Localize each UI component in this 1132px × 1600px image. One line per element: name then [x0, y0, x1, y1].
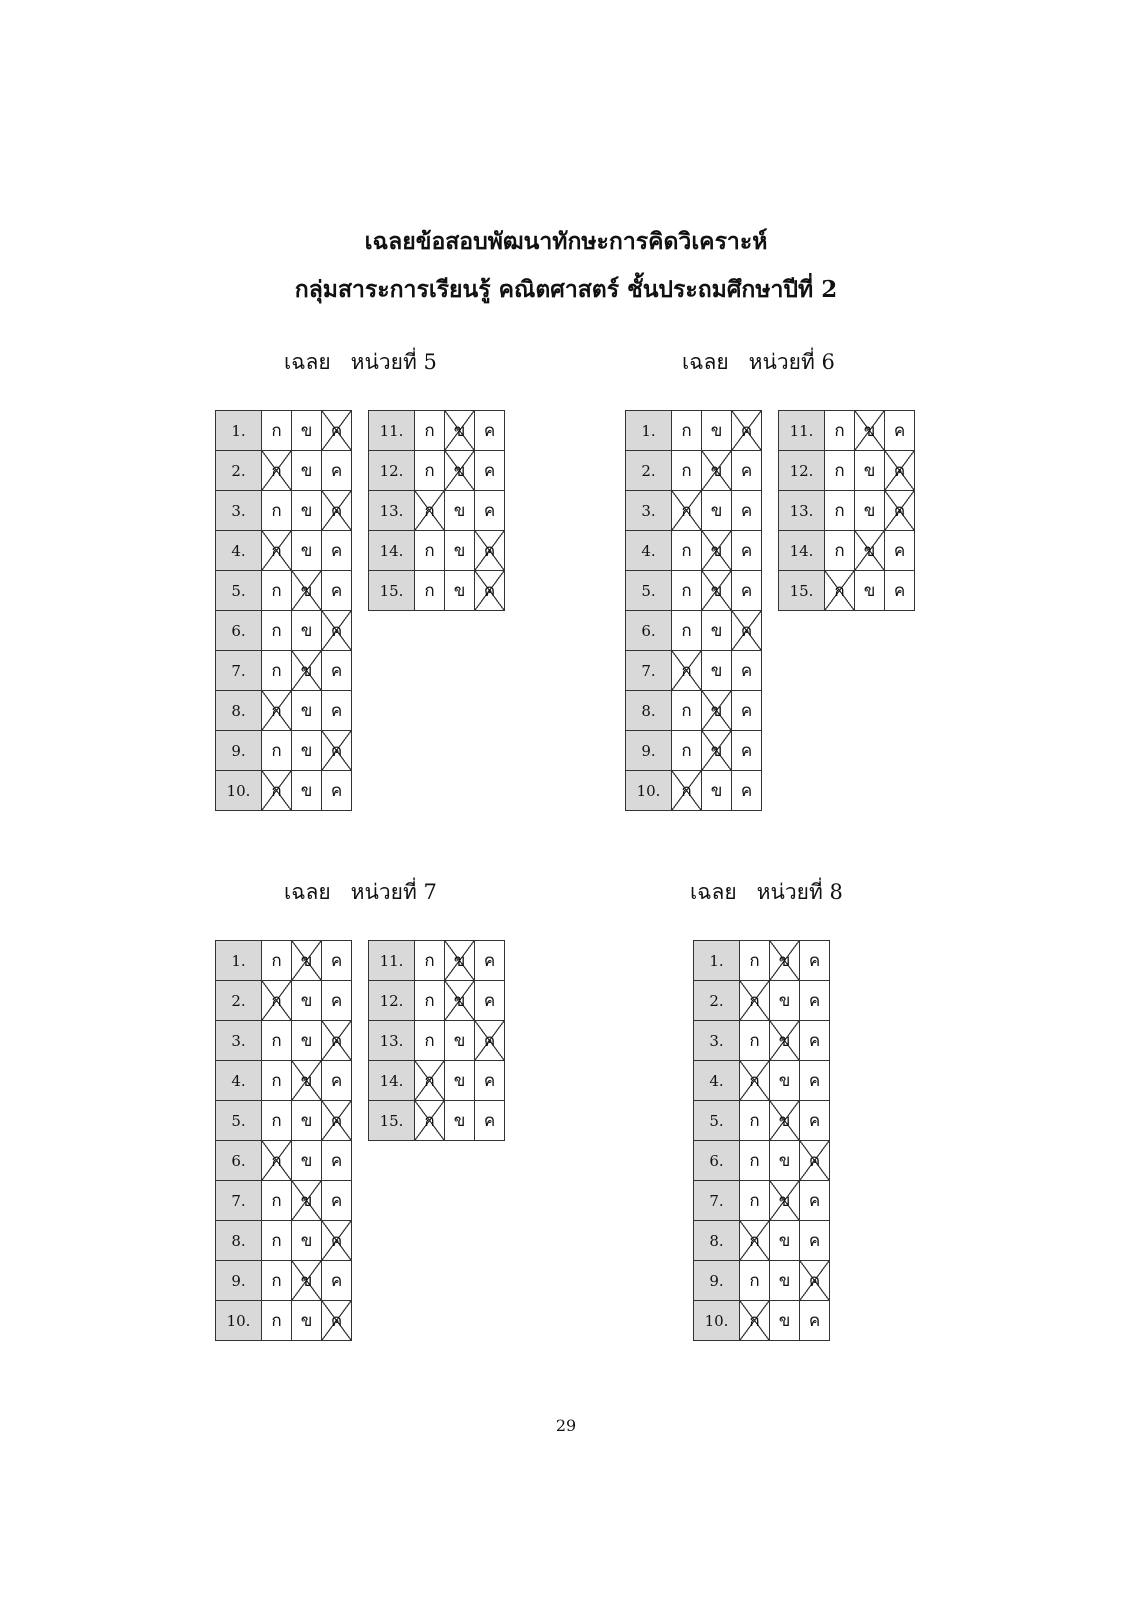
answer-row: [216, 1181, 352, 1221]
question-number: 1.: [216, 941, 262, 981]
choice-cell-correct: ก: [740, 1221, 770, 1261]
unit-5-heading: [284, 346, 437, 379]
answer-key-label: เฉลย: [690, 880, 737, 904]
choice-cell: ก: [415, 571, 445, 611]
choice-cell: ข: [445, 531, 475, 571]
unit-5-answers-11-15: [368, 410, 505, 611]
answer-row: [216, 731, 352, 771]
question-number: 15.: [369, 571, 415, 611]
choice-cell: ก: [672, 531, 702, 571]
choice-cell: ก: [262, 651, 292, 691]
choice-cell: ค: [732, 691, 762, 731]
answer-row: [216, 1061, 352, 1101]
choice-cell: ค: [322, 941, 352, 981]
question-number: 7.: [626, 651, 672, 691]
choice-cell-correct: ข: [770, 1101, 800, 1141]
choice-cell: ค: [475, 981, 505, 1021]
answer-row: [694, 1301, 830, 1341]
choice-cell-correct: ค: [322, 1221, 352, 1261]
choice-cell-correct: ข: [292, 1181, 322, 1221]
answer-row: [694, 941, 830, 981]
answer-key-label: เฉลย: [284, 880, 331, 904]
answer-row: [626, 411, 762, 451]
choice-cell-correct: ก: [672, 491, 702, 531]
question-number: 3.: [626, 491, 672, 531]
choice-cell: ก: [740, 1261, 770, 1301]
choice-cell: ค: [732, 531, 762, 571]
choice-cell: ค: [322, 981, 352, 1021]
choice-cell: ก: [415, 451, 445, 491]
answer-row: [216, 1221, 352, 1261]
choice-cell: ข: [292, 1021, 322, 1061]
choice-cell: ก: [262, 571, 292, 611]
choice-cell: ข: [292, 491, 322, 531]
choice-cell-correct: ค: [885, 451, 915, 491]
question-number: 1.: [694, 941, 740, 981]
choice-cell: ข: [292, 771, 322, 811]
question-number: 2.: [694, 981, 740, 1021]
choice-cell: ก: [415, 411, 445, 451]
answer-row: [626, 531, 762, 571]
answer-row: [369, 491, 505, 531]
choice-cell: ข: [292, 531, 322, 571]
answer-row: [779, 571, 915, 611]
choice-cell-correct: ข: [445, 981, 475, 1021]
choice-cell: ก: [262, 1101, 292, 1141]
choice-cell-correct: ก: [740, 1061, 770, 1101]
choice-cell: ข: [770, 1061, 800, 1101]
choice-cell: ค: [885, 411, 915, 451]
choice-cell: ค: [885, 571, 915, 611]
question-number: 3.: [216, 491, 262, 531]
question-number: 12.: [779, 451, 825, 491]
choice-cell-correct: ข: [292, 1061, 322, 1101]
choice-cell: ก: [262, 1061, 292, 1101]
choice-cell-correct: ข: [292, 651, 322, 691]
choice-cell-correct: ข: [702, 731, 732, 771]
choice-cell-correct: ค: [322, 1021, 352, 1061]
choice-cell: ก: [262, 941, 292, 981]
choice-cell: ก: [672, 731, 702, 771]
choice-cell-correct: ก: [262, 1141, 292, 1181]
choice-cell-correct: ข: [445, 451, 475, 491]
choice-cell-correct: ก: [262, 981, 292, 1021]
answer-row: [216, 691, 352, 731]
unit-6-answers-1-10: [625, 410, 762, 811]
choice-cell: ก: [262, 1221, 292, 1261]
answer-row: [216, 491, 352, 531]
question-number: 7.: [694, 1181, 740, 1221]
choice-cell-correct: ค: [322, 611, 352, 651]
choice-cell: ค: [800, 1101, 830, 1141]
answer-row: [779, 491, 915, 531]
question-number: 2.: [216, 451, 262, 491]
answer-row: [369, 981, 505, 1021]
question-number: 10.: [694, 1301, 740, 1341]
answer-row: [626, 491, 762, 531]
choice-cell: ข: [770, 1261, 800, 1301]
question-number: 2.: [626, 451, 672, 491]
choice-cell: ก: [740, 1141, 770, 1181]
answer-row: [694, 1221, 830, 1261]
answer-row: [216, 1301, 352, 1341]
unit-label: หน่วยที่ 7: [350, 880, 437, 904]
unit-7-answers-11-15: [368, 940, 505, 1141]
choice-cell: ข: [445, 1021, 475, 1061]
answer-key-label: เฉลย: [682, 350, 729, 374]
choice-cell: ข: [702, 491, 732, 531]
choice-cell: ข: [855, 451, 885, 491]
choice-cell-correct: ก: [672, 651, 702, 691]
answer-row: [216, 1021, 352, 1061]
unit-6-answers-11-15: [778, 410, 915, 611]
choice-cell-correct: ข: [445, 941, 475, 981]
choice-cell: ค: [322, 531, 352, 571]
question-number: 13.: [369, 491, 415, 531]
page-number: 29: [555, 1416, 577, 1435]
question-number: 12.: [369, 981, 415, 1021]
choice-cell: ก: [415, 531, 445, 571]
choice-cell: ก: [825, 411, 855, 451]
choice-cell-correct: ก: [415, 491, 445, 531]
question-number: 2.: [216, 981, 262, 1021]
choice-cell: ข: [292, 731, 322, 771]
choice-cell: ค: [322, 451, 352, 491]
answer-row: [216, 981, 352, 1021]
choice-cell: ก: [825, 451, 855, 491]
answer-row: [626, 651, 762, 691]
choice-cell-correct: ก: [740, 981, 770, 1021]
choice-cell: ข: [702, 651, 732, 691]
choice-cell: ก: [740, 1101, 770, 1141]
choice-cell-correct: ข: [292, 1261, 322, 1301]
answer-row: [626, 691, 762, 731]
choice-cell: ข: [445, 1101, 475, 1141]
choice-cell: ค: [800, 1021, 830, 1061]
choice-cell: ข: [770, 1221, 800, 1261]
answer-row: [694, 1261, 830, 1301]
question-number: 13.: [369, 1021, 415, 1061]
choice-cell-correct: ก: [262, 531, 292, 571]
choice-cell: ก: [672, 691, 702, 731]
choice-cell-correct: ก: [672, 771, 702, 811]
choice-cell: ข: [702, 771, 732, 811]
choice-cell: ก: [262, 1261, 292, 1301]
choice-cell-correct: ข: [770, 941, 800, 981]
choice-cell-correct: ก: [262, 691, 292, 731]
choice-cell: ค: [885, 531, 915, 571]
choice-cell-correct: ข: [445, 411, 475, 451]
choice-cell: ข: [292, 451, 322, 491]
answer-row: [626, 771, 762, 811]
choice-cell-correct: ข: [702, 451, 732, 491]
question-number: 15.: [369, 1101, 415, 1141]
answer-row: [626, 731, 762, 771]
question-number: 5.: [216, 1101, 262, 1141]
choice-cell: ค: [475, 1101, 505, 1141]
choice-cell-correct: ข: [702, 691, 732, 731]
question-number: 8.: [694, 1221, 740, 1261]
choice-cell-correct: ข: [292, 571, 322, 611]
unit-7-answers-1-10: [215, 940, 352, 1341]
choice-cell: ค: [732, 731, 762, 771]
question-number: 4.: [694, 1061, 740, 1101]
answer-row: [779, 411, 915, 451]
unit-7-heading: [284, 876, 437, 909]
question-number: 15.: [779, 571, 825, 611]
question-number: 9.: [216, 731, 262, 771]
choice-cell: ค: [475, 451, 505, 491]
question-number: 10.: [216, 1301, 262, 1341]
choice-cell: ก: [415, 981, 445, 1021]
question-number: 8.: [216, 691, 262, 731]
answer-row: [369, 451, 505, 491]
answer-row: [369, 571, 505, 611]
choice-cell-correct: ข: [770, 1021, 800, 1061]
choice-cell-correct: ค: [475, 571, 505, 611]
question-number: 1.: [626, 411, 672, 451]
choice-cell: ก: [262, 491, 292, 531]
question-number: 5.: [216, 571, 262, 611]
question-number: 7.: [216, 1181, 262, 1221]
choice-cell: ค: [322, 691, 352, 731]
choice-cell: ข: [292, 611, 322, 651]
choice-cell: ก: [415, 1021, 445, 1061]
question-number: 14.: [779, 531, 825, 571]
question-number: 14.: [369, 531, 415, 571]
choice-cell: ก: [262, 1301, 292, 1341]
choice-cell-correct: ค: [322, 411, 352, 451]
choice-cell: ข: [445, 1061, 475, 1101]
choice-cell-correct: ค: [322, 1101, 352, 1141]
choice-cell: ค: [322, 1181, 352, 1221]
choice-cell: ข: [770, 981, 800, 1021]
question-number: 3.: [694, 1021, 740, 1061]
choice-cell: ก: [262, 1021, 292, 1061]
choice-cell: ข: [292, 411, 322, 451]
answer-row: [779, 451, 915, 491]
question-number: 10.: [216, 771, 262, 811]
answer-row: [216, 651, 352, 691]
choice-cell: ค: [732, 571, 762, 611]
choice-cell-correct: ก: [415, 1101, 445, 1141]
question-number: 9.: [694, 1261, 740, 1301]
choice-cell: ข: [702, 411, 732, 451]
answer-key-label: เฉลย: [284, 350, 331, 374]
answer-row: [626, 571, 762, 611]
answer-row: [216, 411, 352, 451]
question-number: 1.: [216, 411, 262, 451]
answer-row: [369, 531, 505, 571]
unit-5-answers-1-10: [215, 410, 352, 811]
choice-cell: ข: [292, 1301, 322, 1341]
choice-cell: ข: [855, 491, 885, 531]
choice-cell-correct: ก: [262, 771, 292, 811]
choice-cell-correct: ค: [475, 531, 505, 571]
question-number: 4.: [216, 1061, 262, 1101]
choice-cell: ค: [800, 1061, 830, 1101]
choice-cell: ค: [475, 941, 505, 981]
choice-cell: ก: [740, 1021, 770, 1061]
choice-cell: ค: [322, 571, 352, 611]
choice-cell: ข: [292, 1101, 322, 1141]
answer-row: [216, 1141, 352, 1181]
choice-cell: ค: [322, 1141, 352, 1181]
choice-cell: ข: [445, 491, 475, 531]
answer-row: [694, 1061, 830, 1101]
choice-cell: ค: [800, 941, 830, 981]
question-number: 4.: [626, 531, 672, 571]
choice-cell: ก: [740, 941, 770, 981]
answer-row: [369, 941, 505, 981]
answer-row: [216, 1261, 352, 1301]
choice-cell: ก: [825, 531, 855, 571]
question-number: 10.: [626, 771, 672, 811]
question-number: 6.: [694, 1141, 740, 1181]
choice-cell: ข: [702, 611, 732, 651]
question-number: 13.: [779, 491, 825, 531]
choice-cell: ค: [322, 1061, 352, 1101]
choice-cell: ข: [770, 1301, 800, 1341]
choice-cell: ค: [800, 1221, 830, 1261]
choice-cell-correct: ค: [800, 1261, 830, 1301]
choice-cell: ก: [262, 411, 292, 451]
answer-row: [369, 411, 505, 451]
question-number: 7.: [216, 651, 262, 691]
choice-cell: ค: [732, 771, 762, 811]
document-title: เฉลยข้อสอบพัฒนาทักษะการคิดวิเคราะห์: [364, 228, 768, 255]
answer-row: [694, 981, 830, 1021]
choice-cell-correct: ก: [262, 451, 292, 491]
choice-cell: ค: [800, 1181, 830, 1221]
unit-8-answers-1-10: [693, 940, 830, 1341]
answer-row: [626, 451, 762, 491]
choice-cell: ค: [475, 1061, 505, 1101]
answer-row: [216, 771, 352, 811]
choice-cell: ค: [800, 1301, 830, 1341]
question-number: 3.: [216, 1021, 262, 1061]
choice-cell: ก: [672, 411, 702, 451]
question-number: 4.: [216, 531, 262, 571]
choice-cell-correct: ข: [770, 1181, 800, 1221]
answer-row: [369, 1061, 505, 1101]
answer-row: [216, 611, 352, 651]
choice-cell: ก: [262, 1181, 292, 1221]
choice-cell-correct: ค: [322, 1301, 352, 1341]
question-number: 6.: [216, 1141, 262, 1181]
choice-cell-correct: ข: [702, 531, 732, 571]
question-number: 6.: [626, 611, 672, 651]
question-number: 9.: [626, 731, 672, 771]
choice-cell: ก: [672, 611, 702, 651]
choice-cell: ค: [800, 981, 830, 1021]
choice-cell: ก: [262, 611, 292, 651]
choice-cell: ค: [475, 411, 505, 451]
question-number: 11.: [779, 411, 825, 451]
choice-cell: ก: [740, 1181, 770, 1221]
answer-row: [694, 1101, 830, 1141]
unit-label: หน่วยที่ 8: [756, 880, 843, 904]
choice-cell-correct: ก: [740, 1301, 770, 1341]
unit-label: หน่วยที่ 6: [748, 350, 835, 374]
answer-row: [779, 531, 915, 571]
answer-row: [216, 531, 352, 571]
question-number: 6.: [216, 611, 262, 651]
unit-label: หน่วยที่ 5: [350, 350, 437, 374]
choice-cell-correct: ข: [702, 571, 732, 611]
choice-cell: ข: [770, 1141, 800, 1181]
choice-cell: ก: [262, 731, 292, 771]
answer-row: [626, 611, 762, 651]
choice-cell: ค: [732, 491, 762, 531]
choice-cell: ข: [855, 571, 885, 611]
choice-cell-correct: ค: [322, 731, 352, 771]
answer-row: [694, 1181, 830, 1221]
choice-cell: ข: [445, 571, 475, 611]
question-number: 14.: [369, 1061, 415, 1101]
choice-cell: ค: [322, 1261, 352, 1301]
question-number: 11.: [369, 941, 415, 981]
answer-row: [694, 1141, 830, 1181]
question-number: 5.: [694, 1101, 740, 1141]
choice-cell-correct: ข: [855, 411, 885, 451]
choice-cell-correct: ค: [732, 411, 762, 451]
question-number: 8.: [216, 1221, 262, 1261]
choice-cell-correct: ค: [475, 1021, 505, 1061]
choice-cell-correct: ค: [732, 611, 762, 651]
unit-8-heading: [690, 876, 843, 909]
answer-row: [369, 1021, 505, 1061]
choice-cell: ค: [732, 651, 762, 691]
choice-cell-correct: ก: [825, 571, 855, 611]
choice-cell: ค: [732, 451, 762, 491]
choice-cell-correct: ค: [885, 491, 915, 531]
answer-row: [216, 1101, 352, 1141]
answer-row: [694, 1021, 830, 1061]
question-number: 12.: [369, 451, 415, 491]
question-number: 8.: [626, 691, 672, 731]
choice-cell: ก: [672, 571, 702, 611]
choice-cell: ข: [292, 1221, 322, 1261]
answer-row: [369, 1101, 505, 1141]
unit-6-heading: [682, 346, 835, 379]
choice-cell-correct: ค: [800, 1141, 830, 1181]
choice-cell: ก: [415, 941, 445, 981]
question-number: 11.: [369, 411, 415, 451]
choice-cell: ค: [322, 771, 352, 811]
choice-cell: ค: [475, 491, 505, 531]
answer-row: [216, 451, 352, 491]
document-subtitle: กลุ่มสาระการเรียนรู้ คณิตศาสตร์ ชั้นประถมศึกษาปีที่ 2: [294, 276, 838, 303]
choice-cell: ก: [825, 491, 855, 531]
question-number: 5.: [626, 571, 672, 611]
choice-cell-correct: ก: [415, 1061, 445, 1101]
choice-cell: ข: [292, 691, 322, 731]
choice-cell: ค: [322, 651, 352, 691]
choice-cell: ก: [672, 451, 702, 491]
question-number: 9.: [216, 1261, 262, 1301]
choice-cell-correct: ค: [322, 491, 352, 531]
answer-row: [216, 571, 352, 611]
choice-cell: ข: [292, 981, 322, 1021]
choice-cell: ข: [292, 1141, 322, 1181]
choice-cell-correct: ข: [855, 531, 885, 571]
choice-cell-correct: ข: [292, 941, 322, 981]
answer-row: [216, 941, 352, 981]
